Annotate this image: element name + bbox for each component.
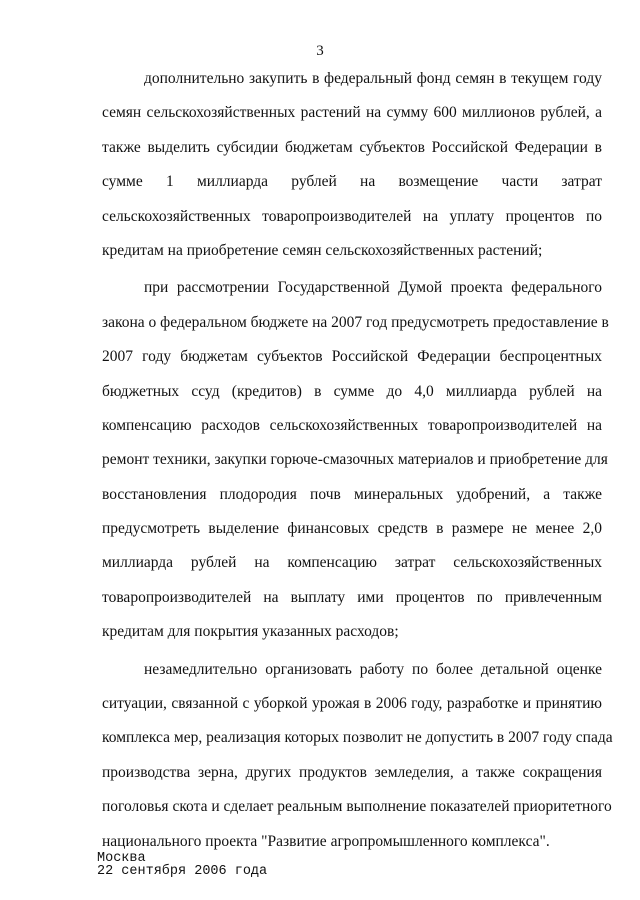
text-line: бюджетных ссуд (кредитов) в сумме до 4,0 миллиарда рублей на	[102, 382, 602, 400]
text-line: 2007 году бюджетам субъектов Российской Федерации беспроцентных	[102, 348, 602, 366]
paragraph-federal-budget	[102, 271, 609, 649]
text-line: производства зерна, других продуктов земледелия, а также сокращения	[102, 763, 602, 781]
text-line: сумме 1 миллиарда рублей на возмещение части затрат	[102, 173, 602, 191]
text-line: поголовья скота и сделает реальным выполнение показателей приоритетного	[102, 798, 612, 816]
footer-date: 22 сентября 2006 года	[97, 864, 268, 879]
footer-city: Москва	[97, 851, 146, 866]
document-body	[102, 62, 613, 862]
text-line: ситуации, связанной с уборкой урожая в 2006 году, разработке и принятию	[102, 695, 602, 713]
text-line: кредитам для покрытия указанных расходов;	[102, 623, 399, 641]
text-line: закона о федеральном бюджете на 2007 год предусмотреть предоставление в	[102, 313, 609, 331]
text-line: при рассмотрении Государственной Думой проекта федерального	[144, 279, 602, 297]
text-line: незамедлительно организовать работу по более детальной оценке	[144, 660, 602, 678]
paragraph-seed-fund	[102, 62, 602, 268]
text-line: семян сельскохозяйственных растений на сумму 600 миллионов рублей, а	[102, 104, 602, 122]
text-line: ремонт техники, закупки горюче-смазочных материалов и приобретение для	[102, 451, 608, 469]
page-number: 3	[316, 43, 324, 59]
text-line: восстановления плодородия почв минеральных удобрений, а также	[102, 485, 602, 503]
document-footer	[97, 852, 267, 878]
text-line: предусмотреть выделение финансовых средств в размере не менее 2,0	[102, 520, 602, 538]
text-line: компенсацию расходов сельскохозяйственных товаропроизводителей на	[102, 416, 602, 434]
text-line: комплекса мер, реализация которых позволит не допустить в 2007 году спада	[102, 729, 613, 747]
text-line: сельскохозяйственных товаропроизводителей на уплату процентов по	[102, 207, 602, 225]
text-line: дополнительно закупить в федеральный фонд семян в текущем году	[144, 70, 602, 87]
paragraph-harvest-assessment	[102, 653, 613, 859]
text-line: миллиарда рублей на компенсацию затрат сельскохозяйственных	[102, 554, 602, 572]
text-line: национального проекта "Развитие агропромышленного комплекса".	[102, 832, 550, 850]
text-line: товаропроизводителей на выплату ими процентов по привлеченным	[102, 588, 602, 606]
text-line: также выделить субсидии бюджетам субъектов Российской Федерации в	[102, 138, 602, 156]
text-line: кредитам на приобретение семян сельскохозяйственных растений;	[102, 241, 543, 259]
